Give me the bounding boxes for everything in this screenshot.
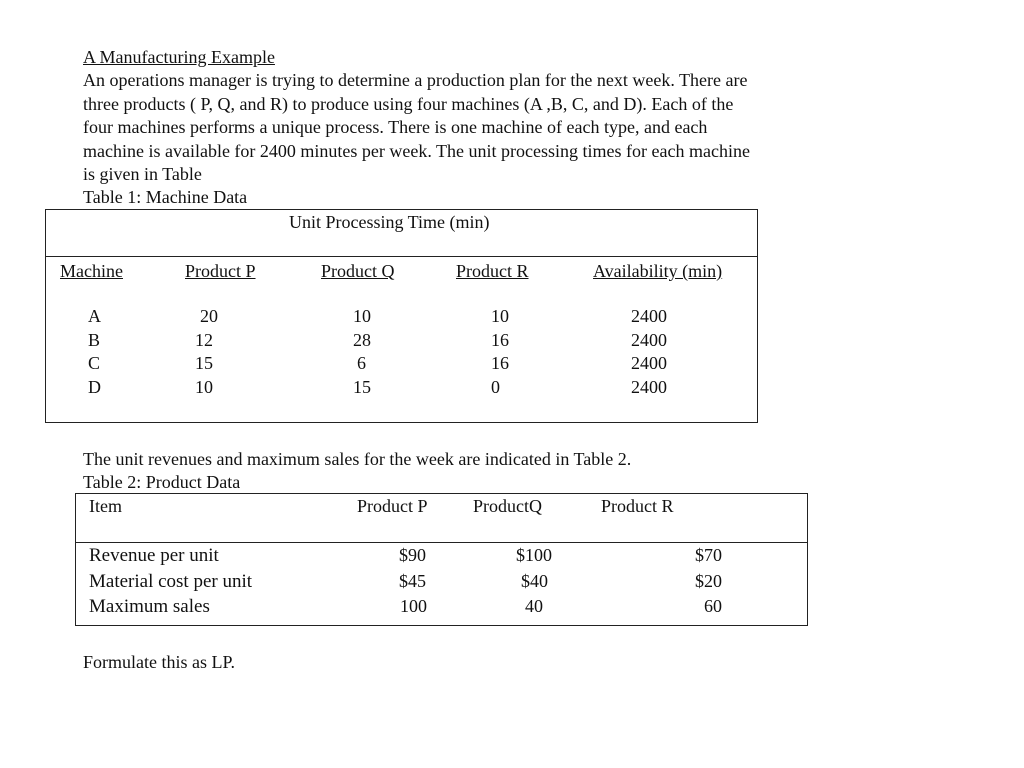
table-cell: $90 <box>399 545 426 565</box>
table-cell: Revenue per unit <box>89 545 219 566</box>
column-header-availability: Availability (min) <box>593 261 723 281</box>
table-cell: Maximum sales <box>89 596 210 617</box>
table-cell: 15 <box>195 353 213 373</box>
table2-header-divider <box>75 542 808 543</box>
table-cell: $70 <box>695 545 722 565</box>
column-header-product-p: Product P <box>185 261 256 281</box>
table-cell: 10 <box>195 377 213 397</box>
table-cell: 100 <box>400 596 427 616</box>
table-cell: 12 <box>195 330 213 350</box>
table-cell: A <box>88 306 101 326</box>
column-header-product-r: Product R <box>601 496 674 516</box>
table-cell: 20 <box>200 306 218 326</box>
table-cell: D <box>88 377 101 397</box>
table-cell: Material cost per unit <box>89 571 253 592</box>
intro-line: four machines performs a unique process. There is one machine of each type, and each <box>83 117 708 137</box>
table1-header-divider <box>45 256 758 257</box>
table-cell: 16 <box>491 330 509 350</box>
intro-line: three products ( P, Q, and R) to produce using four machines (A ,B, C, and D). Each of the <box>83 94 734 114</box>
intro-line: machine is available for 2400 minutes per week. The unit processing times for each machine <box>83 141 750 161</box>
table-cell: 6 <box>357 353 366 373</box>
table-cell: $20 <box>695 571 722 591</box>
table-cell: 0 <box>491 377 500 397</box>
table-cell: 40 <box>525 596 543 616</box>
column-header-item: Item <box>89 496 122 516</box>
table1-caption: Table 1: Machine Data <box>83 187 248 207</box>
table-cell: 10 <box>491 306 509 326</box>
table-cell: 2400 <box>631 377 667 397</box>
table-cell: 2400 <box>631 306 667 326</box>
column-header-machine: Machine <box>60 261 123 281</box>
intro-line: An operations manager is trying to determine a production plan for the next week. There are <box>83 70 748 90</box>
table-cell: B <box>88 330 101 350</box>
table-cell: 2400 <box>631 330 667 350</box>
table2-caption: Table 2: Product Data <box>83 472 241 492</box>
column-header-product-q: Product Q <box>321 261 395 281</box>
formulate-instruction: Formulate this as LP. <box>83 652 235 672</box>
table-cell: $45 <box>399 571 426 591</box>
table-cell: $100 <box>516 545 552 565</box>
column-header-product-r: Product R <box>456 261 529 281</box>
column-header-product-q: ProductQ <box>473 496 542 516</box>
table2-intro: The unit revenues and maximum sales for the week are indicated in Table 2. <box>83 449 632 469</box>
table-cell: 2400 <box>631 353 667 373</box>
table-cell: C <box>88 353 101 373</box>
column-header-product-p: Product P <box>357 496 428 516</box>
table-cell: $40 <box>521 571 548 591</box>
intro-line: is given in Table <box>83 164 202 184</box>
document-title: A Manufacturing Example <box>83 47 275 67</box>
table1-group-header: Unit Processing Time (min) <box>289 212 490 232</box>
table-cell: 10 <box>353 306 371 326</box>
table-cell: 28 <box>353 330 371 350</box>
table-cell: 15 <box>353 377 371 397</box>
table-cell: 60 <box>704 596 722 616</box>
table-cell: 16 <box>491 353 509 373</box>
